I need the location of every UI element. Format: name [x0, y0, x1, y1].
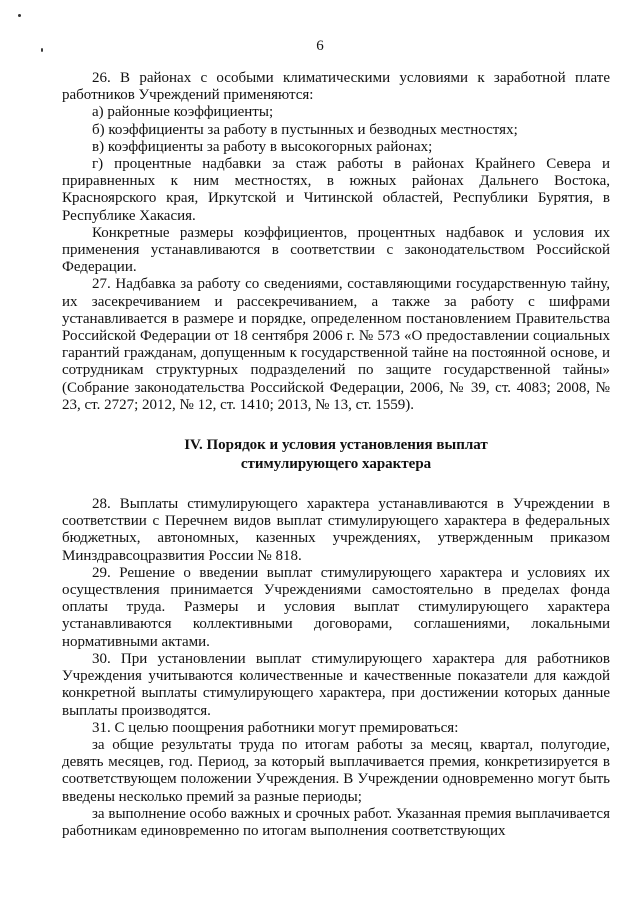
paragraph-30: 30. При установлении выплат стимулирующего характера для работников Учреждения учитываются количественные и качественные показатели для каждой конкретной выплаты стимулирующего характера, при достижении которых данные выплаты производятся. — [62, 650, 610, 719]
paragraph-29: 29. Решение о введении выплат стимулирующего характера и условиях их осуществления принимается Учреждениями самостоятельно в пределах фонда оплаты труда. Размеры и условия выплат стимулирующего характера устанавливаются коллективными договорами, соглашениями, локальными нормативными актами. — [62, 564, 610, 650]
paragraph-31: 31. С целью поощрения работники могут премироваться: — [92, 719, 459, 736]
paragraph-31-item-1: за общие результаты труда по итогам работы за месяц, квартал, полугодие, девять месяцев, год. Период, за который выплачивается премия, конкретизируется в соответствующем положении Учреждения. В Учреждении одновременно могут быть введены несколько премий за разные периоды; — [62, 736, 610, 805]
list-item-v: в) коэффициенты за работу в высокогорных районах; — [92, 138, 433, 155]
paragraph-coefficients: Конкретные размеры коэффициентов, процентных надбавок и условия их применения устанавливаются в соответствии с законодательством Российской Федерации. — [62, 224, 610, 276]
paragraph-27: 27. Надбавка за работу со сведениями, составляющими государственную тайну, их засекречиванием и рассекречиванием, а также за работу с шифрами устанавливается в размере и порядке, определенном постановлением Правительства Российской Федерации от 18 сентября 2006 г. № 573 «О предоставлении социальных гарантий гражданам, допущенным к государственной тайне на постоянной основе, и сотрудникам структурных подразделений по защите государственной тайны» (Собрание законодательства Российской Федерации, 2006, № 39, ст. 4083; 2008, № 23, ст. 2727; 2012, № 12, ст. 1410; 2013, № 13, ст. 1559). — [62, 276, 610, 413]
scan-speck — [18, 14, 21, 17]
section-top — [62, 70, 610, 414]
paragraph-26: 26. В районах с особыми климатическими условиями к заработной плате работников Учреждений применяются: — [62, 70, 610, 104]
paragraph-28: 28. Выплаты стимулирующего характера устанавливаются в Учреждении в соответствии с Перечнем видов выплат стимулирующего характера в федеральных бюджетных, автономных, казенных учреждениях, утвержденным приказом Минздравсоцразвития России № 818. — [62, 496, 610, 564]
list-item-b: б) коэффициенты за работу в пустынных и безводных местностях; — [92, 121, 518, 138]
document-body — [62, 70, 610, 840]
section-bottom — [62, 496, 610, 840]
section-heading-line1: IV. Порядок и условия установления выплат — [184, 437, 488, 454]
list-item-a: а) районные коэффициенты; — [92, 104, 274, 121]
list-item-g: г) процентные надбавки за стаж работы в районах Крайнего Севера и приравненных к ним местностях, в южных районах Дальнего Востока, Красноярского края, Иркутской и Читинской областей, Республики Бурятия, в Республике Хакасия. — [62, 156, 610, 224]
paragraph-31-item-2: за выполнение особо важных и срочных работ. Указанная премия выплачивается работникам единовременно по итогам выполнения соответствующих — [62, 805, 610, 839]
section-heading — [62, 436, 610, 474]
page-number: 6 — [316, 38, 324, 54]
section-heading-line2: стимулирующего характера — [240, 456, 432, 473]
